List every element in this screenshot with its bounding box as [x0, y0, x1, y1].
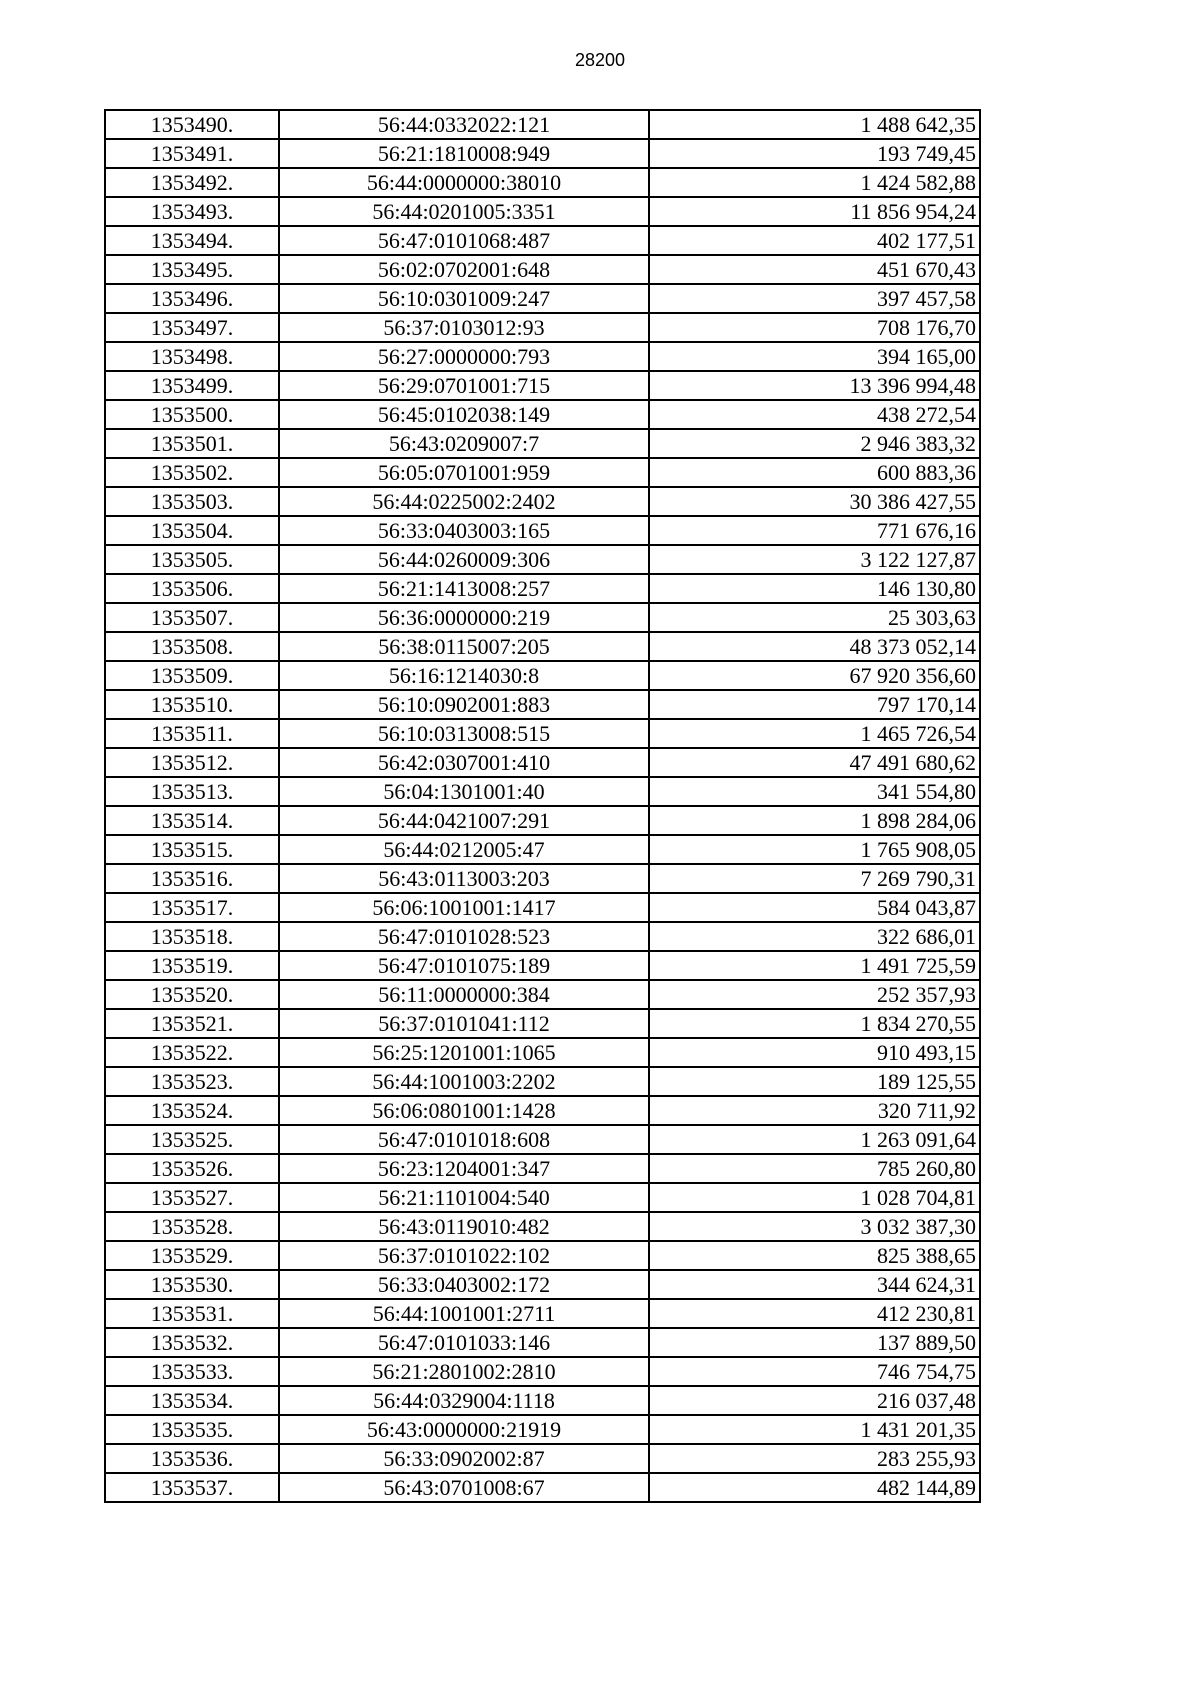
- table-row: [105, 1241, 980, 1270]
- table-row: [105, 139, 980, 168]
- cadastral-number: 56:37:0101041:112: [279, 1009, 649, 1038]
- table-row: [105, 864, 980, 893]
- cadastral-number: 56:37:0103012:93: [279, 313, 649, 342]
- row-number: 1353528.: [105, 1212, 279, 1241]
- table-row: [105, 1415, 980, 1444]
- cadastral-number: 56:44:0332022:121: [279, 110, 649, 139]
- cadastral-number: 56:44:0421007:291: [279, 806, 649, 835]
- page-number: 28200: [574, 50, 626, 70]
- table-row: [105, 313, 980, 342]
- cadastral-number: 56:25:1201001:1065: [279, 1038, 649, 1067]
- cadastral-value: 910 493,15: [649, 1038, 980, 1067]
- table-row: [105, 1299, 980, 1328]
- cadastral-number: 56:37:0101022:102: [279, 1241, 649, 1270]
- row-number: 1353513.: [105, 777, 279, 806]
- table-row: [105, 1328, 980, 1357]
- cadastral-value: 1 488 642,35: [649, 110, 980, 139]
- cadastral-number: 56:04:1301001:40: [279, 777, 649, 806]
- cadastral-number: 56:44:1001001:2711: [279, 1299, 649, 1328]
- row-number: 1353490.: [105, 110, 279, 139]
- table-row: [105, 458, 980, 487]
- cadastral-value: 451 670,43: [649, 255, 980, 284]
- table-row: [105, 603, 980, 632]
- table-row: [105, 342, 980, 371]
- row-number: 1353525.: [105, 1125, 279, 1154]
- cadastral-number: 56:44:0201005:3351: [279, 197, 649, 226]
- cadastral-value: 3 032 387,30: [649, 1212, 980, 1241]
- cadastral-number: 56:43:0119010:482: [279, 1212, 649, 1241]
- row-number: 1353507.: [105, 603, 279, 632]
- row-number: 1353505.: [105, 545, 279, 574]
- cadastral-number: 56:42:0307001:410: [279, 748, 649, 777]
- cadastral-number: 56:44:0000000:38010: [279, 168, 649, 197]
- table-row: [105, 197, 980, 226]
- cadastral-value: 394 165,00: [649, 342, 980, 371]
- table-row: [105, 371, 980, 400]
- cadastral-value: 402 177,51: [649, 226, 980, 255]
- row-number: 1353530.: [105, 1270, 279, 1299]
- cadastral-number: 56:44:0329004:1118: [279, 1386, 649, 1415]
- row-number: 1353509.: [105, 661, 279, 690]
- cadastral-value: 1 263 091,64: [649, 1125, 980, 1154]
- cadastral-number: 56:27:0000000:793: [279, 342, 649, 371]
- row-number: 1353517.: [105, 893, 279, 922]
- row-number: 1353537.: [105, 1473, 279, 1502]
- table-row: [105, 1270, 980, 1299]
- row-number: 1353531.: [105, 1299, 279, 1328]
- cadastral-number: 56:36:0000000:219: [279, 603, 649, 632]
- cadastral-number: 56:06:0801001:1428: [279, 1096, 649, 1125]
- cadastral-value: 47 491 680,62: [649, 748, 980, 777]
- cadastral-number: 56:02:0702001:648: [279, 255, 649, 284]
- cadastral-number: 56:47:0101033:146: [279, 1328, 649, 1357]
- table-row: [105, 719, 980, 748]
- row-number: 1353516.: [105, 864, 279, 893]
- row-number: 1353503.: [105, 487, 279, 516]
- table-row: [105, 1386, 980, 1415]
- row-number: 1353523.: [105, 1067, 279, 1096]
- cadastral-value: 1 491 725,59: [649, 951, 980, 980]
- cadastral-value: 48 373 052,14: [649, 632, 980, 661]
- cadastral-number: 56:44:0260009:306: [279, 545, 649, 574]
- cadastral-number: 56:44:0225002:2402: [279, 487, 649, 516]
- row-number: 1353506.: [105, 574, 279, 603]
- cadastral-number: 56:47:0101028:523: [279, 922, 649, 951]
- row-number: 1353510.: [105, 690, 279, 719]
- table-row: [105, 226, 980, 255]
- cadastral-number: 56:11:0000000:384: [279, 980, 649, 1009]
- cadastral-value: 252 357,93: [649, 980, 980, 1009]
- cadastral-number: 56:47:0101075:189: [279, 951, 649, 980]
- table-row: [105, 1183, 980, 1212]
- row-number: 1353533.: [105, 1357, 279, 1386]
- cadastral-number: 56:21:1810008:949: [279, 139, 649, 168]
- table-row: [105, 400, 980, 429]
- cadastral-value: 1 765 908,05: [649, 835, 980, 864]
- row-number: 1353534.: [105, 1386, 279, 1415]
- row-number: 1353514.: [105, 806, 279, 835]
- cadastral-number: 56:10:0313008:515: [279, 719, 649, 748]
- table-row: [105, 1096, 980, 1125]
- cadastral-number: 56:23:1204001:347: [279, 1154, 649, 1183]
- cadastral-value: 13 396 994,48: [649, 371, 980, 400]
- row-number: 1353498.: [105, 342, 279, 371]
- table-row: [105, 980, 980, 1009]
- table-row: [105, 661, 980, 690]
- cadastral-value: 1 431 201,35: [649, 1415, 980, 1444]
- table-row: [105, 1009, 980, 1038]
- cadastral-value: 2 946 383,32: [649, 429, 980, 458]
- row-number: 1353512.: [105, 748, 279, 777]
- cadastral-number: 56:43:0000000:21919: [279, 1415, 649, 1444]
- cadastral-value: 825 388,65: [649, 1241, 980, 1270]
- table-row: [105, 1473, 980, 1502]
- cadastral-value: 600 883,36: [649, 458, 980, 487]
- cadastral-value: 146 130,80: [649, 574, 980, 603]
- table-row: [105, 1067, 980, 1096]
- cadastral-number: 56:21:2801002:2810: [279, 1357, 649, 1386]
- cadastral-value: 11 856 954,24: [649, 197, 980, 226]
- cadastral-value: 67 920 356,60: [649, 661, 980, 690]
- cadastral-value: 7 269 790,31: [649, 864, 980, 893]
- table-row: [105, 574, 980, 603]
- cadastral-value: 1 424 582,88: [649, 168, 980, 197]
- cadastral-value: 1 028 704,81: [649, 1183, 980, 1212]
- table-row: [105, 255, 980, 284]
- row-number: 1353535.: [105, 1415, 279, 1444]
- row-number: 1353504.: [105, 516, 279, 545]
- table-row: [105, 1444, 980, 1473]
- cadastral-value: 193 749,45: [649, 139, 980, 168]
- cadastral-number: 56:21:1413008:257: [279, 574, 649, 603]
- cadastral-value: 797 170,14: [649, 690, 980, 719]
- row-number: 1353536.: [105, 1444, 279, 1473]
- cadastral-value: 482 144,89: [649, 1473, 980, 1502]
- row-number: 1353496.: [105, 284, 279, 313]
- cadastral-value: 322 686,01: [649, 922, 980, 951]
- table-row: [105, 806, 980, 835]
- table-row: [105, 168, 980, 197]
- row-number: 1353522.: [105, 1038, 279, 1067]
- cadastral-value: 320 711,92: [649, 1096, 980, 1125]
- cadastral-number: 56:38:0115007:205: [279, 632, 649, 661]
- table-row: [105, 922, 980, 951]
- row-number: 1353499.: [105, 371, 279, 400]
- table-row: [105, 1154, 980, 1183]
- table-row: [105, 1038, 980, 1067]
- cadastral-value: 283 255,93: [649, 1444, 980, 1473]
- table-row: [105, 632, 980, 661]
- table-row: [105, 487, 980, 516]
- row-number: 1353493.: [105, 197, 279, 226]
- cadastral-number: 56:47:0101018:608: [279, 1125, 649, 1154]
- table-row: [105, 690, 980, 719]
- cadastral-value: 344 624,31: [649, 1270, 980, 1299]
- table-row: [105, 1357, 980, 1386]
- row-number: 1353495.: [105, 255, 279, 284]
- row-number: 1353515.: [105, 835, 279, 864]
- cadastral-number: 56:10:0902001:883: [279, 690, 649, 719]
- row-number: 1353519.: [105, 951, 279, 980]
- row-number: 1353508.: [105, 632, 279, 661]
- cadastral-number: 56:06:1001001:1417: [279, 893, 649, 922]
- row-number: 1353520.: [105, 980, 279, 1009]
- row-number: 1353491.: [105, 139, 279, 168]
- row-number: 1353511.: [105, 719, 279, 748]
- table-row: [105, 545, 980, 574]
- table-row: [105, 893, 980, 922]
- table-row: [105, 516, 980, 545]
- cadastral-number: 56:16:1214030:8: [279, 661, 649, 690]
- cadastral-value: 412 230,81: [649, 1299, 980, 1328]
- cadastral-number: 56:43:0113003:203: [279, 864, 649, 893]
- cadastral-value: 397 457,58: [649, 284, 980, 313]
- cadastral-number: 56:43:0209007:7: [279, 429, 649, 458]
- cadastral-number: 56:44:0212005:47: [279, 835, 649, 864]
- row-number: 1353521.: [105, 1009, 279, 1038]
- cadastral-value: 341 554,80: [649, 777, 980, 806]
- row-number: 1353502.: [105, 458, 279, 487]
- cadastral-value: 785 260,80: [649, 1154, 980, 1183]
- cadastral-number: 56:45:0102038:149: [279, 400, 649, 429]
- cadastral-number: 56:33:0403002:172: [279, 1270, 649, 1299]
- row-number: 1353494.: [105, 226, 279, 255]
- cadastral-value: 584 043,87: [649, 893, 980, 922]
- table-row: [105, 777, 980, 806]
- cadastral-value: 189 125,55: [649, 1067, 980, 1096]
- cadastral-value: 1 465 726,54: [649, 719, 980, 748]
- row-number: 1353526.: [105, 1154, 279, 1183]
- cadastral-number: 56:43:0701008:67: [279, 1473, 649, 1502]
- row-number: 1353500.: [105, 400, 279, 429]
- row-number: 1353524.: [105, 1096, 279, 1125]
- cadastral-number: 56:10:0301009:247: [279, 284, 649, 313]
- cadastral-value: 3 122 127,87: [649, 545, 980, 574]
- row-number: 1353527.: [105, 1183, 279, 1212]
- table-row: [105, 284, 980, 313]
- table-row: [105, 1212, 980, 1241]
- registry-table-body: [105, 110, 980, 1502]
- cadastral-number: 56:21:1101004:540: [279, 1183, 649, 1212]
- cadastral-value: 25 303,63: [649, 603, 980, 632]
- cadastral-number: 56:29:0701001:715: [279, 371, 649, 400]
- row-number: 1353501.: [105, 429, 279, 458]
- cadastral-value: 1 898 284,06: [649, 806, 980, 835]
- table-row: [105, 748, 980, 777]
- row-number: 1353529.: [105, 1241, 279, 1270]
- row-number: 1353497.: [105, 313, 279, 342]
- cadastral-value: 746 754,75: [649, 1357, 980, 1386]
- cadastral-value: 771 676,16: [649, 516, 980, 545]
- cadastral-value: 216 037,48: [649, 1386, 980, 1415]
- cadastral-number: 56:44:1001003:2202: [279, 1067, 649, 1096]
- table-row: [105, 429, 980, 458]
- cadastral-value: 438 272,54: [649, 400, 980, 429]
- cadastral-number: 56:05:0701001:959: [279, 458, 649, 487]
- table-row: [105, 110, 980, 139]
- cadastral-number: 56:33:0902002:87: [279, 1444, 649, 1473]
- row-number: 1353518.: [105, 922, 279, 951]
- row-number: 1353492.: [105, 168, 279, 197]
- cadastral-number: 56:47:0101068:487: [279, 226, 649, 255]
- cadastral-value: 137 889,50: [649, 1328, 980, 1357]
- row-number: 1353532.: [105, 1328, 279, 1357]
- cadastral-value: 708 176,70: [649, 313, 980, 342]
- registry-table: [104, 109, 981, 1503]
- table-row: [105, 835, 980, 864]
- cadastral-value: 1 834 270,55: [649, 1009, 980, 1038]
- table-row: [105, 951, 980, 980]
- table-row: [105, 1125, 980, 1154]
- cadastral-number: 56:33:0403003:165: [279, 516, 649, 545]
- cadastral-value: 30 386 427,55: [649, 487, 980, 516]
